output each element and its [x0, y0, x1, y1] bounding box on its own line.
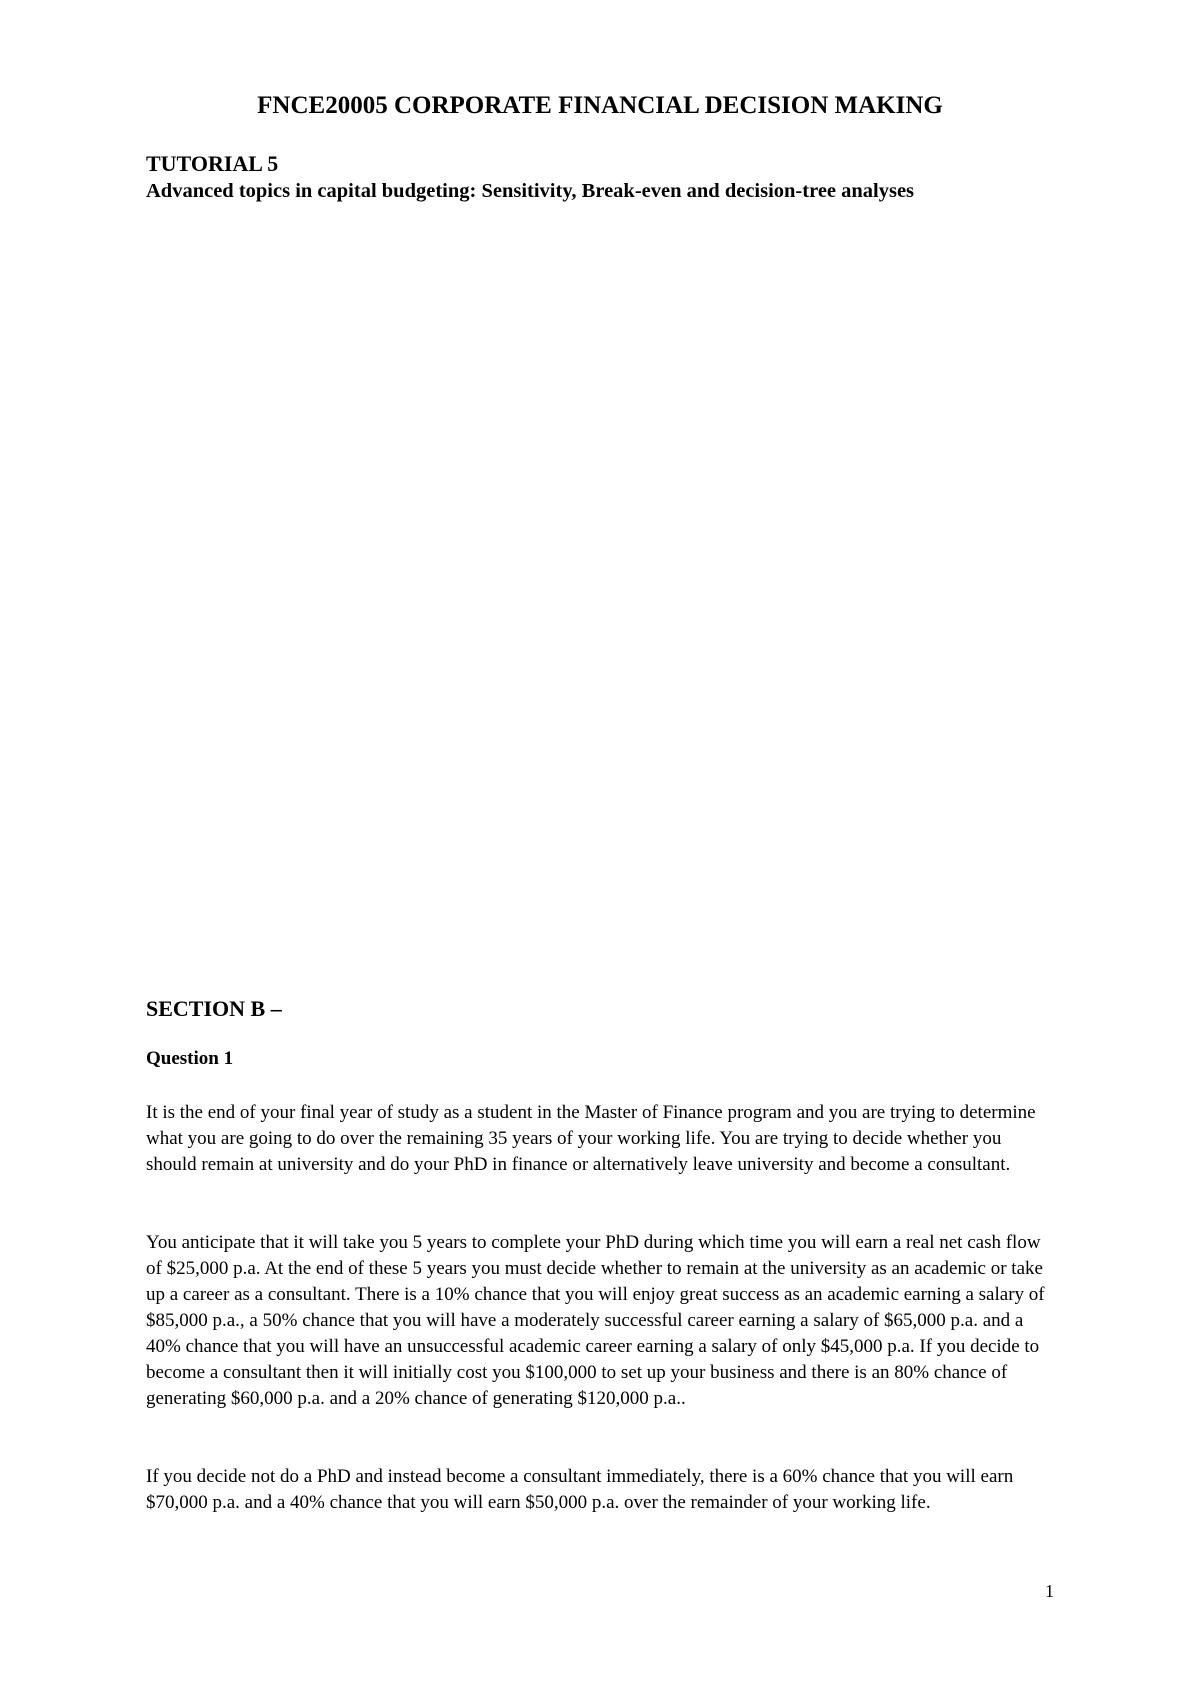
section-heading: SECTION B – — [146, 996, 282, 1021]
tutorial-subtitle: Advanced topics in capital budgeting: Sensitivity, Break-even and decision-tree analyses — [146, 180, 915, 202]
tutorial-label: TUTORIAL 5 — [146, 151, 279, 176]
question-heading: Question 1 — [146, 1048, 234, 1069]
question-paragraph-2: You anticipate that it will take you 5 years to complete your PhD during which time you will earn a real net cash flow of $25,000 p.a. At the end of these 5 years you must decide whether to remain at the university as an academic or take up a career as a consultant. There is a 10% chance that you will enjoy great success as an academic earning a salary of $85,000 p.a., a 50% chance that you will have a moderately successful career earning a salary of $65,000 p.a. and a 40% chance that you will have an unsuccessful academic career earning a salary of only $45,000 p.a. If you decide to become a consultant then it will initially cost you $100,000 to set up your business and there is an 80% chance of generating $60,000 p.a. and a 20% chance of generating $120,000 p.a.. — [146, 1232, 1045, 1409]
question-paragraph-3: If you decide not do a PhD and instead become a consultant immediately, there is a 60% chance that you will earn $70,000 p.a. and a 40% chance that you will earn $50,000 p.a. over the remainder of your working life. — [146, 1466, 1014, 1513]
question-paragraph-1: It is the end of your final year of study as a student in the Master of Finance program and you are trying to determine what you are going to do over the remaining 35 years of your working life. You are trying to decide whether you should remain at university and do your PhD in finance or alternatively leave university and become a consultant. — [146, 1102, 1036, 1175]
document-title: FNCE20005 CORPORATE FINANCIAL DECISION MAKING — [257, 92, 943, 119]
page-number: 1 — [1045, 1581, 1054, 1601]
